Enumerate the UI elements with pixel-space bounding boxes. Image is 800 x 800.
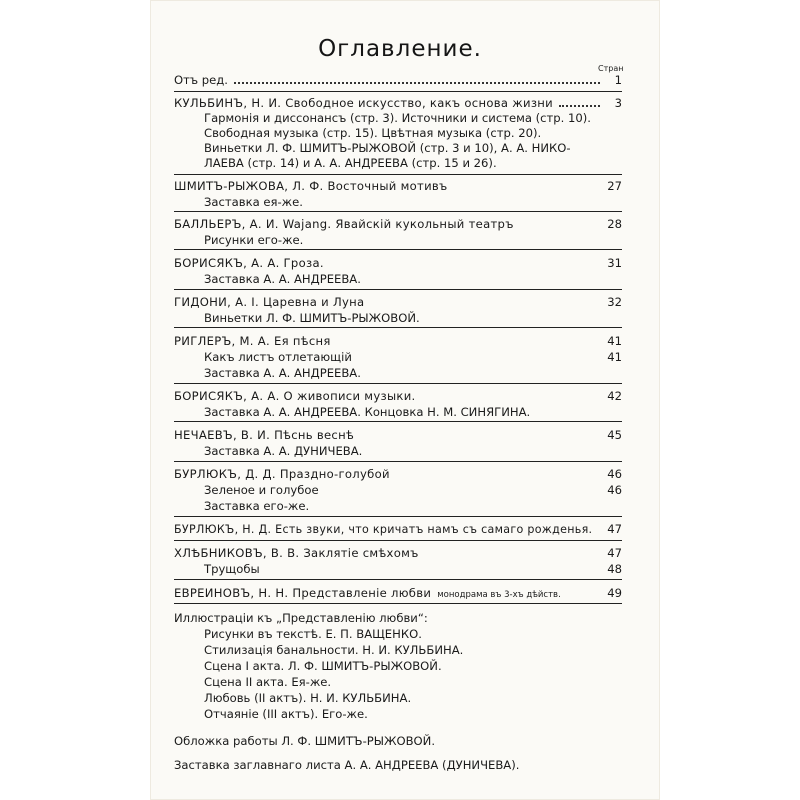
entry-text: Сцена ІІ акта. Ея-же. (204, 675, 332, 689)
entry-text: ГИДОНИ, А. І. Царевна и Луна (174, 295, 365, 309)
toc-entry-kulbin (174, 95, 622, 111)
illustration-item (204, 626, 622, 642)
illustration-item (204, 674, 622, 690)
entry-text: ЛАЕВА (стр. 14) и А. А. АНДРЕЕВА (стр. 15 и 26). (204, 156, 497, 170)
entry-text: Рисунки въ текстѣ. Е. П. ВАЩЕНКО. (204, 627, 422, 641)
page-number: 49 (607, 586, 622, 600)
divider-rule (174, 540, 622, 541)
toc-entry-evreinov (174, 585, 622, 601)
entry-text: Обложка работы Л. Ф. ШМИТЪ-РЫЖОВОЙ. (174, 734, 436, 748)
toc-entry-borisyak-painting (174, 388, 622, 404)
page-number: 48 (607, 562, 622, 576)
entry-text: Заставка А. А. АНДРЕЕВА. (204, 272, 361, 286)
entry-text: Виньетки Л. Ф. ШМИТЪ-РЫЖОВОЙ. (204, 311, 420, 325)
entry-text: Сцена І акта. Л. Ф. ШМИТЪ-РЫЖОВОЙ. (204, 659, 442, 673)
toc-entry-shmit (174, 178, 622, 194)
title-page-credit (174, 757, 622, 773)
page-number: 27 (607, 179, 622, 193)
page-column-label: Стран (598, 64, 624, 73)
illustrations-heading (174, 610, 622, 626)
page-number: 31 (607, 256, 622, 270)
toc-entry-nechaev (174, 427, 622, 443)
page-number: 45 (607, 428, 622, 442)
entry-text: Заставка А. А. АНДРЕЕВА. Концовка Н. М. СИНЯГИНА. (204, 405, 531, 419)
entry-text: Иллюстраціи къ „Представленію любви“: (174, 611, 428, 625)
toc-subentry (204, 404, 622, 420)
page-number: 1 (614, 73, 622, 87)
divider-rule (174, 289, 622, 290)
toc-subentry (204, 443, 622, 459)
entry-text: Заставка заглавнаго листа А. А. АНДРЕЕВА (ДУНИЧЕВА). (174, 758, 520, 772)
entry-text: БОРИСЯКЪ, А. А. О живописи музыки. (174, 389, 416, 403)
page-title: Оглавление. (318, 36, 482, 62)
divider-rule (174, 603, 622, 604)
entry-text: Свободная музыка (стр. 15). Цвѣтная музыка (стр. 20). (204, 126, 542, 140)
toc-subentry (204, 232, 622, 248)
page-number: 47 (607, 546, 622, 560)
toc-subentry (204, 561, 622, 577)
divider-rule (174, 249, 622, 250)
entry-note: монодрама въ 3-хъ дѣйств. (437, 590, 561, 600)
illustration-item (204, 642, 622, 658)
entry-text: Зеленое и голубое (204, 483, 319, 497)
entry-text: БУРЛЮКЪ, Н. Д. Есть звуки, что кричатъ намъ съ самаго рожденья. (174, 523, 593, 536)
entry-text: ХЛѢБНИКОВЪ, В. В. Заклятіе смѣхомъ (174, 546, 419, 560)
dot-leader (559, 101, 600, 107)
dot-leader (234, 78, 600, 84)
entry-text: КУЛЬБИНЪ, Н. И. Свободное искусство, какъ основа жизни (174, 96, 554, 110)
entry-text: Отъ ред. (174, 73, 228, 87)
toc-subentry (204, 110, 622, 126)
toc-subentry (204, 349, 622, 365)
divider-rule (174, 174, 622, 175)
toc-subentry (204, 365, 622, 381)
toc-entry-rigler (174, 333, 622, 349)
entry-text: Заставка ея-же. (204, 195, 303, 209)
toc-subentry (204, 482, 622, 498)
page-number: 28 (607, 217, 622, 231)
page-number: 3 (614, 96, 622, 110)
entry-text: НЕЧАЕВЪ, В. И. Пѣснь веснѣ (174, 428, 355, 442)
toc-subentry (204, 125, 622, 141)
toc-entry-burlyuk-dd (174, 466, 622, 482)
toc-subentry (204, 194, 622, 210)
cover-credit (174, 733, 622, 749)
page-number: 42 (607, 389, 622, 403)
divider-rule (174, 421, 622, 422)
entry-text: Заставка его-же. (204, 499, 310, 513)
entry-text: БАЛЛЬЕРЪ, А. И. Wajang. Явайскій кукольный театръ (174, 217, 514, 231)
toc-subentry (204, 271, 622, 287)
page-number: 41 (607, 334, 622, 348)
page-number: 41 (607, 350, 622, 364)
entry-text: РИГЛЕРЪ, М. А. Ея пѣсня (174, 334, 331, 348)
illustration-item (204, 690, 622, 706)
divider-rule (174, 516, 622, 517)
page-number: 32 (607, 295, 622, 309)
entry-text: Отчаяніе (ІІІ актъ). Его-же. (204, 707, 368, 721)
illustration-item (204, 658, 622, 674)
divider-rule (174, 327, 622, 328)
entry-text: Трущобы (204, 562, 260, 576)
entry-text: БОРИСЯКЪ, А. А. Гроза. (174, 256, 324, 270)
toc-entry-borisyak-groza (174, 255, 622, 271)
divider-rule (174, 383, 622, 384)
page-number: 46 (607, 483, 622, 497)
toc-entry-baller (174, 216, 622, 232)
toc-entry-khlebnikov (174, 545, 622, 561)
divider-rule (174, 579, 622, 580)
entry-text: ЕВРЕИНОВЪ, Н. Н. Представленіе любви (174, 586, 432, 600)
toc-entry-gidoni (174, 294, 622, 310)
illustration-item (204, 706, 622, 722)
page-number: 47 (607, 522, 622, 536)
entry-text: ШМИТЪ-РЫЖОВА, Л. Ф. Восточный мотивъ (174, 179, 448, 193)
entry-text: Виньетки Л. Ф. ШМИТЪ-РЫЖОВОЙ (стр. 3 и 10), А. А. НИКО- (204, 141, 571, 155)
page-number: 46 (607, 467, 622, 481)
entry-text: Какъ листъ отлетающій (204, 350, 352, 364)
toc-entry-burlyuk-nd (174, 521, 622, 537)
entry-text: Заставка А. А. ДУНИЧЕВА. (204, 444, 363, 458)
toc-entry-editor (174, 72, 622, 88)
entry-text: Заставка А. А. АНДРЕЕВА. (204, 366, 361, 380)
toc-subentry (204, 140, 622, 156)
divider-rule (174, 461, 622, 462)
toc-subentry (204, 498, 622, 514)
entry-text: Рисунки его-же. (204, 233, 304, 247)
entry-text: Любовь (ІІ актъ). Н. И. КУЛЬБИНА. (204, 691, 412, 705)
toc-subentry (204, 155, 622, 171)
toc-subentry (204, 310, 622, 326)
entry-text: Гармонія и диссонансъ (стр. 3). Источники и система (стр. 10). (204, 111, 591, 125)
divider-rule (174, 91, 622, 92)
entry-text: БУРЛЮКЪ, Д. Д. Праздно-голубой (174, 467, 390, 481)
entry-text: Стилизація банальности. Н. И. КУЛЬБИНА. (204, 643, 464, 657)
divider-rule (174, 211, 622, 212)
